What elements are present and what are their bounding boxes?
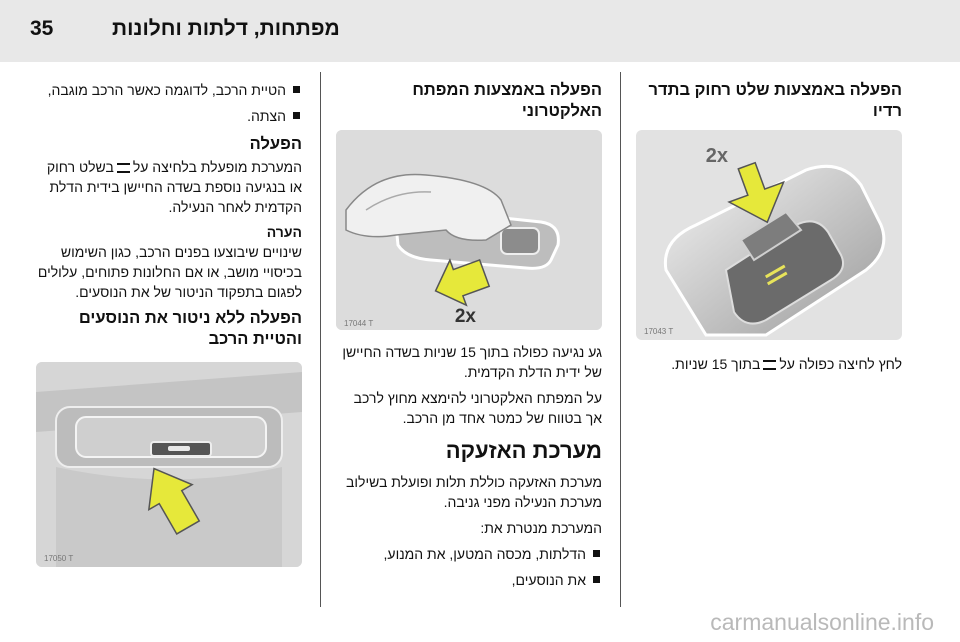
body-text: מערכת האזעקה כוללת תלות ופועלת בשילוב מערכת הנעילה מפני גניבה. (346, 474, 602, 510)
figure-code: 17050 T (44, 554, 74, 563)
section-heading: הפעלה באמצעות המפתח האלקטרוני (412, 81, 602, 120)
figure-code: 17044 T (344, 319, 374, 328)
page-number: 35 (30, 17, 54, 40)
watermark: carmanualsonline.info (710, 609, 934, 635)
section-heading: הפעלה ללא ניטור את הנוסעים והטיית הרכב (78, 309, 302, 348)
column-left (36, 80, 302, 567)
figure-code: 17043 T (644, 327, 674, 336)
page-header (0, 0, 960, 62)
figure-remote-key (636, 130, 902, 340)
figure-roof-console (36, 362, 302, 567)
column-right (636, 80, 902, 380)
column-middle (336, 80, 602, 596)
lock-symbol-icon (117, 163, 130, 173)
body-text: המערכת מנטרת את: (480, 520, 602, 536)
lock-symbol-icon (763, 360, 776, 370)
figure-label: 2x (705, 145, 728, 167)
column-divider (620, 72, 621, 607)
body-text: על המפתח האלקטרוני להימצא מחוץ לרכב אך בטווח של כמטר אחד מן הרכב. (353, 390, 602, 426)
figure-door-handle (336, 130, 602, 330)
section-heading: הפעלה באמצעות שלט רחוק בתדר רדיו (648, 81, 902, 120)
remote-key-illustration (636, 130, 902, 340)
section-title-alarm: מערכת האזעקה (445, 438, 602, 463)
figure-label: 2x (454, 306, 476, 327)
list-item: את הנוסעים, (336, 570, 602, 590)
roof-console-illustration (36, 362, 302, 567)
body-text: לחץ לחיצה כפולה עלבתוך 15 שניות. (671, 356, 902, 372)
list-item: הטיית הרכב, לדוגמה כאשר הרכב מוגבה, (36, 80, 302, 100)
list-item: הדלתות, מכסה המטען, את המנוע, (336, 544, 602, 564)
chapter-title: מפתחות, דלתות וחלונות (112, 17, 340, 40)
column-divider (320, 72, 321, 607)
section-heading: הפעלה (249, 135, 302, 153)
list-item: הצתה. (36, 106, 302, 126)
body-text: המערכת מופעלת בלחיצה עלבשלט רחוק או בנגיעה נוספת בשדה החיישן בידית הדלת הקדמית לאחר הנעילה. (46, 159, 302, 215)
body-text: גע נגיעה כפולה בתוך 15 שניות בשדה החיישן של ידית הדלת הקדמית. (342, 344, 602, 380)
note-text: שינויים שיבוצעו בפנים הרכב, כגון השימוש בכיסויי מושב, או אם החלונות פתוחים, עלולים לפגום בתפקוד הניטור של את הנוסעים. (37, 244, 302, 300)
note-heading: הערה (266, 224, 302, 240)
door-handle-illustration (336, 130, 602, 330)
